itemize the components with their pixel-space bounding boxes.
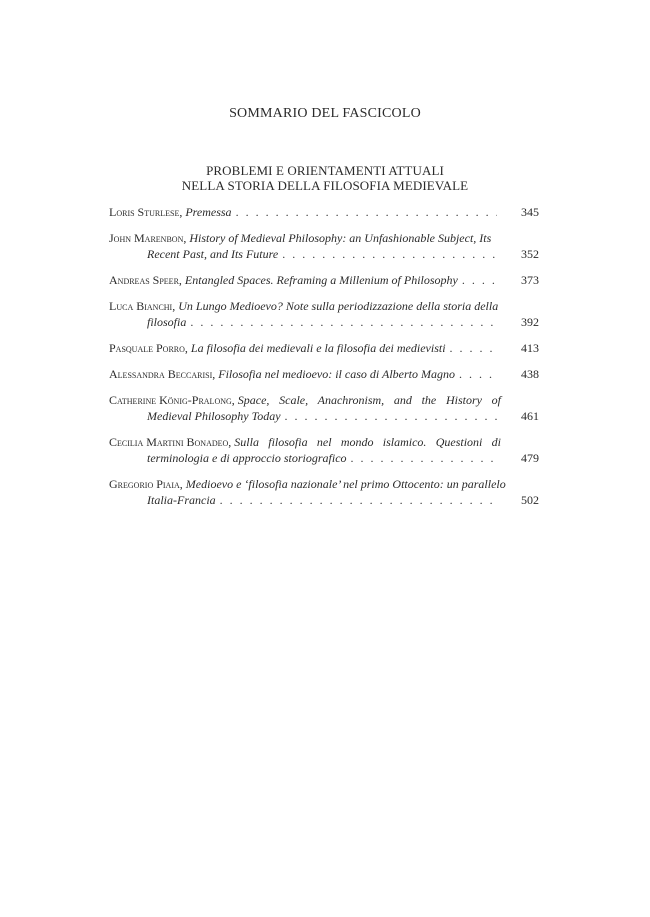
entry-page-number: 373	[521, 273, 539, 287]
toc-entry[interactable]: Pasquale Porro, La filosofia dei medievali e la filosofia dei medievisti . . . 413	[109, 340, 539, 356]
entry-author: Catherine König-Pralong	[109, 393, 232, 407]
entry-page-number: 502	[521, 493, 539, 507]
toc-entry[interactable]: Cecilia Martini Bonadeo , Sulla filosofia nel mondo islamico. Questioni di terminologia e di approccio storiografico . . . 479	[109, 434, 539, 466]
entry-page-number: 479	[521, 451, 539, 465]
entry-author: Alessandra Beccarisi	[109, 367, 213, 381]
entry-author: John Marenbon	[109, 231, 184, 245]
toc-entry[interactable]: Alessandra Beccarisi, Filosofia nel medioevo: il caso di Alberto Magno . . . 438	[109, 366, 539, 382]
entry-title-line-2: Medieval Philosophy Today	[147, 409, 281, 423]
entry-author: Pasquale Porro	[109, 341, 185, 355]
leader-dots	[462, 272, 497, 288]
toc-title: SOMMARIO DEL FASCICOLO	[229, 106, 421, 121]
entry-page-number: 413	[521, 341, 539, 355]
entry-page-number: 438	[521, 367, 539, 381]
leader-dots	[285, 408, 497, 424]
entry-title-line-2: Recent Past, and Its Future	[147, 247, 279, 261]
toc-entry[interactable]: Loris Sturlese, Premessa . . . 345	[109, 204, 539, 220]
entry-author: Cecilia Martini Bonadeo	[109, 435, 229, 449]
entry-title: Premessa	[185, 205, 232, 219]
entry-page-number: 345	[521, 205, 539, 219]
entry-author: Andreas Speer	[109, 273, 179, 287]
toc-entry[interactable]: Andreas Speer, Entangled Spaces. Reframing a Millenium of Philosophy . . . 373	[109, 272, 539, 288]
entry-author: Luca Bianchi	[109, 299, 173, 313]
leader-dots	[190, 314, 497, 330]
entry-author: Gregorio Piaia	[109, 477, 180, 491]
entry-title-line-1: Sulla filosofia nel mondo islamico. Questioni di	[234, 435, 501, 449]
toc-entry[interactable]: Catherine König-Pralong , Space, Scale, Anachronism, and the History of Medieval Philosophy Today . . . 461	[109, 392, 539, 424]
entry-title-line-2: filosofia	[147, 315, 187, 329]
entry-author: Loris Sturlese	[109, 205, 180, 219]
toc-entries	[109, 204, 539, 508]
leader-dots	[450, 340, 497, 356]
section-title-line-2: NELLA STORIA DELLA FILOSOFIA MEDIEVALE	[181, 178, 469, 193]
entry-title-line-1: Space, Scale, Anachronism, and the History of	[237, 393, 501, 407]
entry-page-number: 461	[521, 409, 539, 423]
entry-page-number: 352	[521, 247, 539, 261]
section-title-line-1: PROBLEMI E ORIENTAMENTI ATTUALI	[206, 163, 444, 178]
leader-dots	[282, 246, 497, 262]
entry-title: Filosofia nel medioevo: il caso di Alberto Magno	[218, 367, 455, 381]
leader-dots	[220, 492, 497, 508]
toc-entry[interactable]: John Marenbon, History of Medieval Philosophy: an Unfashionable Subject, Its Recent Past, and Its Future . . . 352	[109, 230, 539, 262]
leader-dots	[236, 204, 497, 220]
entry-title-line-1: History of Medieval Philosophy: an Unfashionable Subject, Its	[189, 231, 492, 245]
leader-dots	[351, 450, 497, 466]
entry-title-line-1: Un Lungo Medioevo? Note sulla periodizzazione della storia della	[178, 299, 499, 313]
entry-title-line-2: terminologia e di approccio storiografico	[147, 451, 347, 465]
section-title	[0, 163, 650, 193]
toc-entry[interactable]: Luca Bianchi, Un Lungo Medioevo? Note sulla periodizzazione della storia della filosofia . . . 392	[109, 298, 539, 330]
toc-entry[interactable]: Gregorio Piaia, Medioevo e ‘filosofia nazionale’ nel primo Ottocento: un parallelo Italia-Francia . . . 502	[109, 476, 539, 508]
entry-page-number: 392	[521, 315, 539, 329]
entry-title: Entangled Spaces. Reframing a Millenium of Philosophy	[184, 273, 458, 287]
entry-title: La filosofia dei medievali e la filosofia dei medievisti	[190, 341, 446, 355]
entry-title-line-2: Italia-Francia	[147, 493, 216, 507]
leader-dots	[459, 366, 497, 382]
entry-title-line-1: Medioevo e ‘filosofia nazionale’ nel primo Ottocento: un parallelo	[185, 477, 506, 491]
